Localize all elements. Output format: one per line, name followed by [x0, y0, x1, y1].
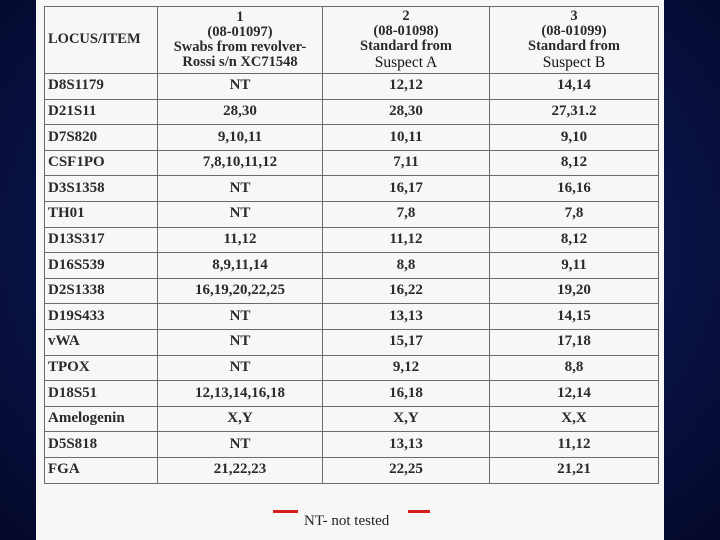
sample-2-cell: 11,12 [323, 227, 490, 253]
sample-2-cell: 8,8 [323, 253, 490, 279]
table-row [45, 150, 659, 176]
sample-3-cell: 8,8 [490, 355, 659, 381]
sample-3-cell: 7,8 [490, 201, 659, 227]
locus-cell: D16S539 [45, 253, 158, 279]
sample-3-cell: 8,12 [490, 227, 659, 253]
locus-cell: D18S51 [45, 381, 158, 407]
sample-2-cell: 9,12 [323, 355, 490, 381]
table-row [45, 176, 659, 202]
table-row [45, 278, 659, 304]
document-page [36, 0, 664, 540]
sample-1-cell: NT [158, 432, 323, 458]
sample-1-cell: 7,8,10,11,12 [158, 150, 323, 176]
sample-3-cell: 16,16 [490, 176, 659, 202]
table-row [45, 457, 659, 483]
column-1-header: 1 (08-01097) Swabs from revolver- Rossi s/n XC71548 [158, 7, 323, 74]
table-row [45, 329, 659, 355]
sample-3-cell: X,X [490, 406, 659, 432]
sample-2-cell: X,Y [323, 406, 490, 432]
sample-1-cell: NT [158, 201, 323, 227]
sample-3-cell: 27,31.2 [490, 99, 659, 125]
sample-2-cell: 15,17 [323, 329, 490, 355]
sample-2-cell: 10,11 [323, 125, 490, 151]
sample-1-cell: NT [158, 355, 323, 381]
sample-1-cell: 12,13,14,16,18 [158, 381, 323, 407]
sample-1-cell: NT [158, 176, 323, 202]
table-row [45, 406, 659, 432]
table-row [45, 125, 659, 151]
sample-2-cell: 16,22 [323, 278, 490, 304]
header-row [45, 7, 659, 74]
footnote: NT- not tested [304, 513, 390, 529]
sample-1-cell: X,Y [158, 406, 323, 432]
highlight-underline-mark [408, 510, 430, 513]
table-row [45, 74, 659, 100]
locus-cell: D3S1358 [45, 176, 158, 202]
table-row [45, 201, 659, 227]
sample-2-cell: 13,13 [323, 432, 490, 458]
highlight-underline-mark [273, 510, 298, 513]
sample-1-cell: NT [158, 329, 323, 355]
sample-2-cell: 7,8 [323, 201, 490, 227]
locus-cell: D8S1179 [45, 74, 158, 100]
sample-1-cell: 28,30 [158, 99, 323, 125]
locus-cell: D21S11 [45, 99, 158, 125]
table-row [45, 432, 659, 458]
locus-cell: vWA [45, 329, 158, 355]
sample-3-cell: 9,10 [490, 125, 659, 151]
sample-3-cell: 9,11 [490, 253, 659, 279]
locus-cell: D19S433 [45, 304, 158, 330]
sample-3-cell: 11,12 [490, 432, 659, 458]
table-row [45, 355, 659, 381]
sample-2-cell: 16,17 [323, 176, 490, 202]
sample-2-cell: 28,30 [323, 99, 490, 125]
dna-profile-table [44, 6, 659, 484]
sample-1-cell: 8,9,11,14 [158, 253, 323, 279]
table-row [45, 253, 659, 279]
locus-cell: D13S317 [45, 227, 158, 253]
locus-cell: FGA [45, 457, 158, 483]
sample-1-cell: NT [158, 74, 323, 100]
sample-1-cell: 9,10,11 [158, 125, 323, 151]
locus-cell: D5S818 [45, 432, 158, 458]
sample-2-cell: 22,25 [323, 457, 490, 483]
sample-3-cell: 8,12 [490, 150, 659, 176]
sample-3-cell: 21,21 [490, 457, 659, 483]
column-2-header: 2 (08-01098) Standard from Suspect A [323, 7, 490, 74]
locus-cell: D7S820 [45, 125, 158, 151]
sample-2-cell: 12,12 [323, 74, 490, 100]
sample-2-cell: 7,11 [323, 150, 490, 176]
sample-1-cell: NT [158, 304, 323, 330]
sample-1-cell: 21,22,23 [158, 457, 323, 483]
locus-cell: D2S1338 [45, 278, 158, 304]
table-row [45, 99, 659, 125]
sample-3-cell: 19,20 [490, 278, 659, 304]
sample-1-cell: 11,12 [158, 227, 323, 253]
sample-2-cell: 13,13 [323, 304, 490, 330]
sample-2-cell: 16,18 [323, 381, 490, 407]
table-row [45, 381, 659, 407]
sample-1-cell: 16,19,20,22,25 [158, 278, 323, 304]
locus-cell: TH01 [45, 201, 158, 227]
sample-3-cell: 14,15 [490, 304, 659, 330]
sample-3-cell: 12,14 [490, 381, 659, 407]
locus-cell: Amelogenin [45, 406, 158, 432]
sample-3-cell: 14,14 [490, 74, 659, 100]
locus-cell: CSF1PO [45, 150, 158, 176]
table-row [45, 227, 659, 253]
column-3-header: 3 (08-01099) Standard from Suspect B [490, 7, 659, 74]
locus-cell: TPOX [45, 355, 158, 381]
table-row [45, 304, 659, 330]
sample-3-cell: 17,18 [490, 329, 659, 355]
locus-header: LOCUS/ITEM [45, 7, 158, 74]
